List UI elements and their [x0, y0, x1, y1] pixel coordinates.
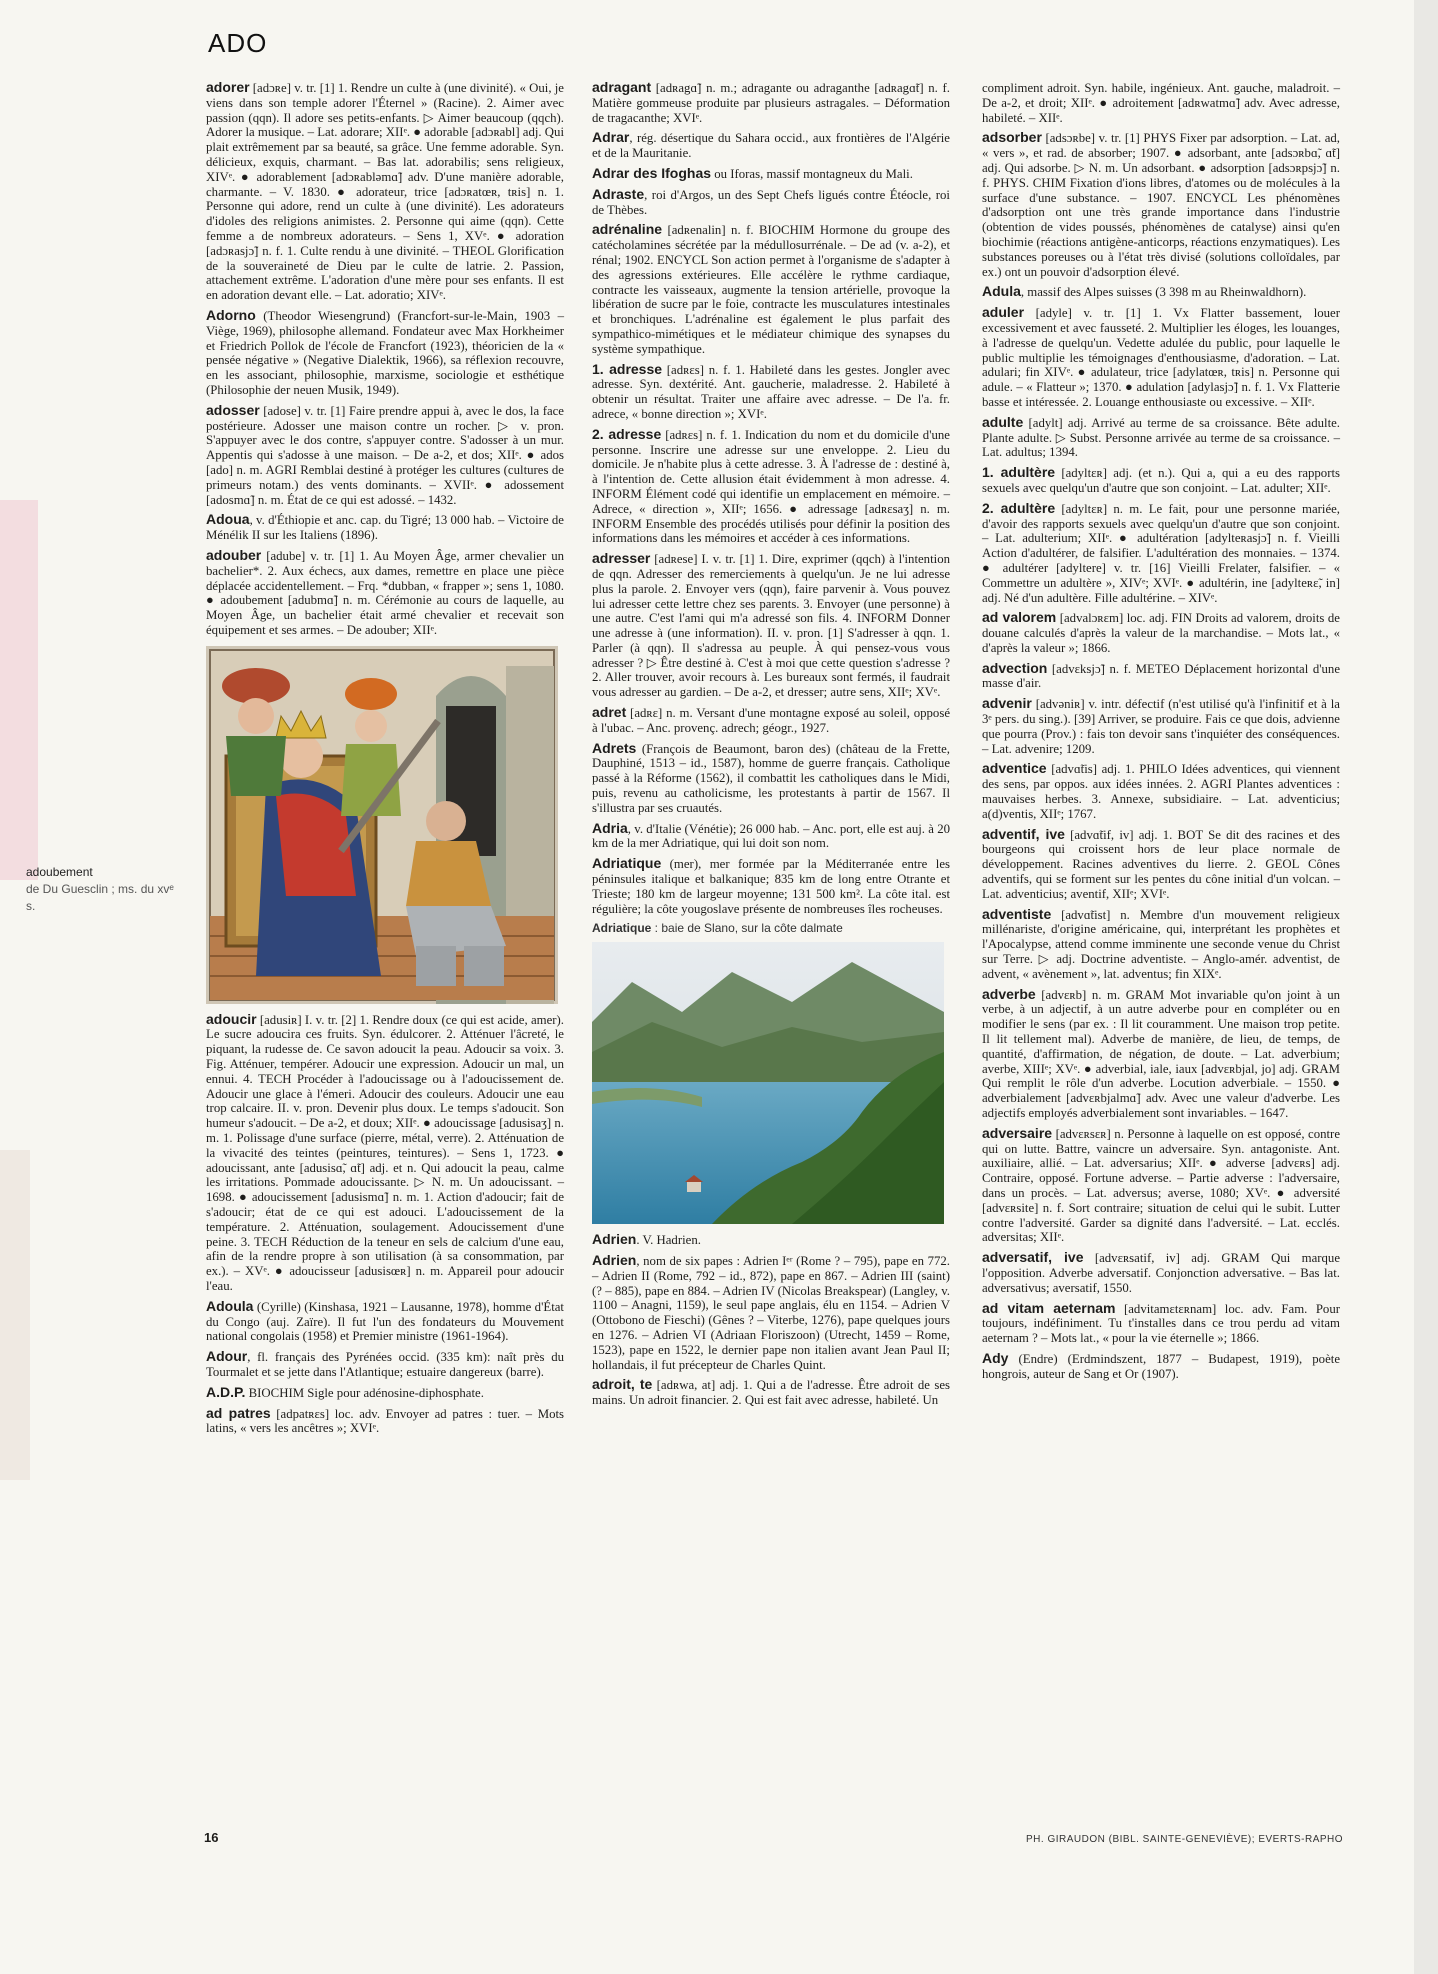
- entry-headword: Adour: [206, 1348, 248, 1365]
- medieval-miniature-image: [206, 646, 558, 1004]
- entry-headword: Adoula: [206, 1297, 254, 1314]
- entry-text: [adpatʀɛs] loc. adv. Envoyer ad patres : tuer. – Mots latins, « vers les ancêtres »; XVIᵉ.: [206, 1406, 565, 1436]
- dictionary-entry: [982, 610, 1340, 655]
- side-caption-text: de Du Guesclin ; ms. du xvᵉ s.: [26, 882, 174, 913]
- entry-headword: A.D.P.: [206, 1383, 246, 1400]
- dictionary-entry: [982, 465, 1340, 496]
- entry-list: [982, 80, 1340, 1382]
- entry-text: [adʀɛs] n. f. 1. Habileté dans les gestes. Jongler avec adresse. Syn. dextérité. Ant. gaucherie, maladresse. 2. Habileté à obtenir un résultat. Traiter une affaire avec adresse. – De l'a. fr. adrece, « bonne direction »; XVIᵉ.: [592, 362, 950, 421]
- entry-headword: Adria: [592, 819, 628, 836]
- side-caption: [26, 864, 176, 915]
- photo-credit: PH. GIRAUDON (BIBL. SAINTE-GENEVIÈVE); EVERTS-RAPHO: [1026, 1834, 1344, 1845]
- entry-text: (François de Beaumont, baron des) (château de la Frette, Dauphiné, 1513 – id., 1587), homme de guerre français. Catholique passé à la Réforme (1562), il combattit les catholiques dans le Midi, puis, revenu au catholicisme, les protestants à partir de 1567. Il s'illustra par ses cruautés.: [592, 741, 950, 815]
- figure-caption-title: Adriatique: [592, 921, 652, 936]
- dictionary-entry: [592, 551, 950, 700]
- entry-headword: adulte: [982, 413, 1024, 430]
- entry-text: [advɑ̃tis] adj. 1. PHILO Idées adventices, qui viennent des sens, par oppos. aux idées innées. 2. AGRI Plantes adventices : mauvaises herbes. 3. Annexe, subsidiaire. – Lat. adventicius; a(d)ventis, XIIᵉ; 1767.: [982, 762, 1340, 821]
- entry-text: , nom de six papes : Adrien Iᵉʳ (Rome ? – 795), pape en 772. – Adrien II (Rome, 792 – id., 872), pape en 867. – Adrien III (saint) (? – 885), pape en 884. – Adrien IV (Nicolas Breakspear) (Langley, v. 1100 – Anagni, 1159), le seul pape anglais, élu en 1154. – Adrien V (Ottobono de Fieschi) (Gênes ? – Viterbe, 1276), pape quelques jours en 1276. – Adrien VI (Adriaan Floriszoon) (Utrecht, 1459 – Rome, 1523), pape en 1522, le dernier pape non italien avant Jean Paul II; hollandais, il fut précepteur de Charles Quint.: [592, 1254, 950, 1372]
- entry-headword: adroit, te: [592, 1376, 653, 1393]
- page-header: ADO: [208, 28, 268, 58]
- entry-text: (mer), mer formée par la Méditerranée entre les péninsules italique et balkanique; 835 km de long entre Otrante et Trieste; 180 km de largeur moyenne; 131 500 km². La côte ital. est régulière; la côte yougoslave présente de nombreuses îles rocheuses.: [592, 857, 950, 916]
- entry-headword: 2. adultère: [982, 499, 1056, 516]
- page-number: 16: [204, 1830, 219, 1845]
- entry-text: , massif des Alpes suisses (3 398 m au Rheinwaldhorn).: [1020, 285, 1307, 300]
- entry-headword: Adrar: [592, 129, 630, 146]
- dictionary-entry: [206, 308, 564, 398]
- dictionary-entry: [982, 1250, 1340, 1295]
- entry-text: [adʀɛs] n. f. 1. Indication du nom et du domicile d'une personne. Inscrire une adresse sur une enveloppe. 2. Lieu du domicile. Je n'habite plus à cette adresse. 3. À l'adresse de : destiné à, à l'intention de. Cette allusion était évidemment à mon adresse. 4. INFORM Élément codé qui identifie un emplacement en mémoire. – Adrece, « direction », XIIᵉ; 1656. ● adressage [adʀɛsaʒ] n. m. INFORM Ensemble des procédés utilisés pour définir la position des informations dans les mémoires et accéder à ces informations.: [592, 427, 950, 546]
- entry-headword: advection: [982, 659, 1048, 676]
- dictionary-entry: [592, 1377, 950, 1408]
- dictionary-entry: [206, 1385, 564, 1401]
- entry-text: [advɑ̃tif, iv] adj. 1. BOT Se dit des racines et des bourgeons qui croissent hors de leur place normale de développement. Racines adventives du lierre. 2. GEOL Cônes adventifs, qui se forment sur les pentes du cône initial d'un volcan. – Lat. adventicius; aventif, XIIᵉ; XVIᵉ.: [982, 827, 1340, 901]
- entry-headword: adventice: [982, 760, 1047, 777]
- dictionary-entry: [592, 187, 950, 218]
- adriatique-photo: [592, 942, 944, 1224]
- entry-text: BIOCHIM Sigle pour adénosine-diphosphate.: [245, 1385, 484, 1400]
- dictionary-entry: [206, 512, 564, 543]
- column-3: [982, 80, 1340, 1387]
- entry-headword: Adrar des Ifoghas: [592, 164, 712, 181]
- entry-headword: ad patres: [206, 1404, 271, 1421]
- dictionary-entry: [982, 761, 1340, 821]
- dictionary-entry: [592, 741, 950, 816]
- entry-text: [adyle] v. tr. [1] 1. Vx Flatter bassement, louer excessivement et avec fausseté. 2. Multiplier les éloges, les louanges, à l'adresse de quelqu'un. Vedette adulée du public, pour laquelle le public multiplie les témoignages d'enthousiasme, d'adoration. – Lat. adulari; fin XIVᵉ. ● adulateur, trice [adylatœʀ, tʀis] n. Personne qui adule. – « Flatteur »; 1370. ● adulation [adylasjɔ̃] n. f. 1. Vx Flatterie basse et intéressée. 2. Louange enthousiaste ou excessive. – XIIᵉ.: [982, 306, 1340, 409]
- entry-text: [advɛʀsɛʀ] n. Personne à laquelle on est opposé, contre qui on lutte. Battre, vaincre un adversaire. Syn. antagoniste. Ant. auxiliaire, allié. – Lat. adversarius; XIIᵉ. ● adverse [advɛʀs] adj. Contraire, opposé. Fortune adverse. – Partie adverse : l'adversaire, dans un procès. – Lat. adversus; averse, 1080; XVᵉ. ● adversité [advɛʀsite] n. f. Sort contraire; situation de celui qui le subit. Lutter contre l'adversité. Garder sa dignité dans l'adversité. – Lat. ecclés. adversitas; XIIᵉ.: [982, 1126, 1340, 1245]
- entry-text: . V. Hadrien.: [636, 1233, 701, 1248]
- entry-text: [adʀese] I. v. tr. [1] 1. Dire, exprimer (qqch) à l'intention de qqn. Adresser des remerciements à quelqu'un. Je ne lui adresse plus la parole. 2. Envoyer vers (qqn), faire parvenir à. Vous pouvez lui adresser cette lettre chez ses parents. 3. Envoyer (une personne) à une autre. C'est l'ami qui m'a adressé son fils. 4. INFORM Donner une adresse à (une information). II. v. pron. [1] S'adresser à qqn. 1. Parler (à qqn). Il s'adressa au peuple. À qui pensez-vous vous adresser ? ▷ Être destiné à. C'est à moi que cette question s'adresse ? 2. Aller trouver, avoir recours à. Les bureaux sont fermés, il faudrait vous adresser au gardien. – De a-2, et dresser; autre sens, XIIᵉ; XVᵉ.: [592, 552, 950, 700]
- entry-headword: Adorno: [206, 306, 256, 323]
- entry-text: (Cyrille) (Kinshasa, 1921 – Lausanne, 1978), homme d'État du Congo (auj. Zaïre). Il fut l'un des fondateurs du Mouvement national congolais (1958) et Premier ministre (1961-1964).: [206, 1299, 564, 1344]
- entry-headword: adouber: [206, 546, 262, 563]
- entry-list: [592, 80, 950, 916]
- entry-headword: adversaire: [982, 1124, 1053, 1141]
- entry-text: [advɛksjɔ̃] n. f. METEO Déplacement horizontal d'une masse d'air.: [982, 661, 1340, 691]
- dictionary-entry: [982, 827, 1340, 902]
- dictionary-entry: [592, 1253, 950, 1372]
- entry-text: [adube] v. tr. [1] 1. Au Moyen Âge, armer chevalier un bachelier*. 2. Aux échecs, aux dames, remettre en place une pièce déplacée accidentellement. – Frq. *dubban, « frapper »; sens 1, 1080. ● adoubement [adubmɑ̃] n. m. Cérémonie au cours de laquelle, au Moyen Âge, un bachelier était armé chevalier et recevait son équipement et ses armes. – De adouber; XIIᵉ.: [206, 548, 564, 637]
- entry-list: [592, 1232, 950, 1408]
- entry-headword: Adoua: [206, 511, 250, 528]
- dictionary-entry: [982, 130, 1340, 279]
- entry-text: [adusiʀ] I. v. tr. [2] 1. Rendre doux (ce qui est acide, amer). Le sucre adoucira ces fruits. Syn. édulcorer. 2. Atténuer l'âcreté, le piquant, la rudesse de. Ce savon adoucit la peau. Adoucir sa voix. 3. Fig. Atténuer, tempérer. Adoucir une expression. Adoucir un mal, un ennui. 4. TECH Procéder à l'adoucissage ou à l'adoucissement de. Adoucir une glace à l'émeri. Adoucir des couleurs. Adoucir une eau trop calcaire. II. v. pron. Devenir plus doux. Le temps s'adoucit. Son humeur s'adoucit. – De a-2, et doux; XIIᵉ. ● adoucissage [adusisaʒ] n. m. 1. Polissage d'une surface (pierre, métal, verre). 2. Atténuation de la vivacité des teintes (peintures, teintures). – Sens 1, 1723. ● adoucissant, ante [adusisɑ̃, ɑ̃t] adj. et n. Qui adoucit la peau, calme les irritations. Pommade adoucissante. ▷ N. m. Un adoucissant. – 1698. ● adoucissement [adusismɑ̃] n. m. 1. Action d'adoucir; fait de s'adoucir; état de ce qui est adouci. L'adoucissement de la température. 2. Atténuation, soulagement. Adoucissement d'une peine. 3. TECH Réduction de la teneur en sels de calcium d'une eau, afin de la rendre propre à son utilisation (à sa consommation, par ex.). – XVᵉ. ● adoucisseur [adusisœʀ] n. m. Appareil pour adoucir l'eau.: [206, 1012, 564, 1294]
- entry-headword: adorer: [206, 79, 250, 95]
- entry-headword: 1. adultère: [982, 464, 1056, 481]
- dictionary-entry: [592, 705, 950, 736]
- entry-headword: adverbe: [982, 985, 1036, 1002]
- dictionary-entry: [206, 403, 564, 508]
- dictionary-entry: [592, 130, 950, 161]
- entry-text: [advitamɛtɛʀnam] loc. adv. Fam. Pour toujours, indéfiniment. Tu t'installes dans ce trou perdu ad vitam aeternam ? – Mots lat., « pour la vie éternelle »; 1866.: [982, 1301, 1340, 1346]
- entry-headword: adversatif, ive: [982, 1249, 1084, 1266]
- dictionary-entry: [982, 661, 1340, 692]
- entry-text: , v. d'Éthiopie et anc. cap. du Tigré; 13 000 hab. – Victoire de Ménélik II sur les Italiens (1896).: [206, 513, 564, 543]
- entry-headword: advenir: [982, 695, 1032, 712]
- entry-text: [advəniʀ] v. intr. défectif (n'est utilisé qu'à l'infinitif et à la 3ᵉ pers. du sing.). [39] Arriver, se produire. Fais ce que dois, advienne que pourra (Prov.) : fais ton devoir sans t'inquiéter des conséquences. – Lat. advenire; 1209.: [982, 697, 1340, 756]
- entry-text: (Theodor Wiesengrund) (Francfort-sur-le-Main, 1903 – Viège, 1969), philosophe allemand. Fondateur avec Max Horkheimer et Friedrich Pollok de l'école de Francfort (1923), théoricien de la « pensée négative » (Negative Dialektik, 1966), sa réflexion recouvre, en les associant, philosophie, marxisme, sociologie et esthétique (Philosophie der neuen Musik, 1949).: [206, 308, 564, 397]
- entry-text: [adose] v. tr. [1] Faire prendre appui à, avec le dos, la face postérieure. Adosser une maison contre un rocher. ▷ v. pron. S'appuyer avec le dos contre, s'appuyer contre. S'adosser à un mur. Appentis qui s'adosse à une maison. – De a-2, et dos; XIIᵉ. ● ados [ado] n. m. AGRI Remblai destiné à protéger les cultures (cultures de primeurs notam.) des vents dominants. – XVIIᵉ. ● adossement [adosmɑ̃] n. m. État de ce qui est adossé. – 1432.: [206, 403, 564, 507]
- column-2: [592, 80, 950, 1413]
- side-caption-title: adoubement: [26, 865, 93, 879]
- dictionary-entry: [982, 1126, 1340, 1245]
- entry-text: [advɛʀsatif, iv] adj. GRAM Qui marque l'opposition. Adverbe adversatif. Conjonction adversative. – Bas lat. adversativus; aversatif, 1550.: [982, 1251, 1341, 1295]
- entry-text: (Endre) (Erdmindszent, 1877 – Budapest, 1919), poète hongrois, auteur de Sang et Or (1907).: [982, 1351, 1340, 1381]
- bleed-through-stain: [0, 500, 38, 880]
- entry-text: [adʀɛ] n. m. Versant d'une montagne exposé au soleil, opposé à l'ubac. – Anc. provenç. adrech; géogr., 1927.: [592, 706, 950, 735]
- dictionary-entry: [592, 856, 950, 916]
- entry-headword: adragant: [592, 79, 652, 95]
- entry-text: , v. d'Italie (Vénétie); 26 000 hab. – Anc. port, elle est auj. à 20 km de la mer Adriatique, qui lui doit son nom.: [592, 821, 950, 851]
- dictionary-entry: [206, 1349, 564, 1380]
- dictionary-entry: [982, 1351, 1340, 1382]
- dictionary-entry: [982, 501, 1340, 606]
- dictionary-entry: [206, 1299, 564, 1344]
- dictionary-entry: [592, 166, 950, 182]
- dictionary-entry: [592, 222, 950, 356]
- column-1: [206, 80, 564, 1441]
- entry-text: ou Iforas, massif montagneux du Mali.: [711, 166, 913, 181]
- entry-headword: adventiste: [982, 905, 1052, 922]
- entry-headword: adret: [592, 704, 627, 721]
- entry-text: [adʀagɑ̃] n. m.; adragante ou adraganthe [adʀagɑ̃t] n. f. Matière gommeuse produite par plusieurs astragales. – Déformation de tragacanthe; XVIᵉ.: [592, 81, 950, 125]
- entry-text: [adyltɛʀ] n. m. Le fait, pour une personne mariée, d'avoir des rapports sexuels avec quelqu'un d'autre que son conjoint. – Lat. adulterium; XIIᵉ. ● adultération [adylteʀasjɔ̃] n. f. Vieilli Action d'adultérer, de falsifier. L'adultération des monnaies. – 1374. ● adultérer [adyltere] v. tr. [16] Vieilli Frelater, falsifier. – « Commettre un adultère », XIVᵉ; XVIᵉ. ● adultérin, ine [adylteʀɛ̃, in] adj. Né d'un adultère. Fille adultérine. – XIVᵉ.: [982, 501, 1340, 605]
- entry-text: [adsɔʀbe] v. tr. [1] PHYS Fixer par adsorption. – Lat. ad, « vers », et rad. de absorber; 1907. ● adsorbant, ante [adsɔʀbɑ̃, ɑ̃t] adj. Qui adsorbe. ▷ N. m. Un adsorbant. ● adsorption [adsɔʀpsjɔ̃] n. f. PHYS. CHIM Fixation d'ions libres, d'atomes ou de molécules à la surface d'une substance. – 1907. ENCYCL Les phénomènes d'adsorption ont une très grande importance dans l'industrie (obtention de vides poussés, phénomènes de catalyse) ainsi qu'en biochimie (réactions antigène-anticorps, réactions enzymatiques). Les substances poreuses ou à l'état très divisé (solutions colloïdales, par ex.) ont un pouvoir d'adsorption élevé.: [982, 131, 1340, 279]
- dictionary-entry: [592, 362, 950, 422]
- dictionary-entry: [982, 1301, 1340, 1346]
- entry-headword: Ady: [982, 1349, 1009, 1366]
- dictionary-entry: [206, 1012, 564, 1294]
- entry-headword: adosser: [206, 401, 260, 418]
- entry-headword: Adraste: [592, 185, 645, 202]
- entry-headword: Adrien: [592, 1231, 637, 1248]
- entry-text: [adʀwa, at] adj. 1. Qui a de l'adresse. Être adroit de ses mains. Un adroit financier. 2. Qui est fait avec adresse, habileté. Un: [592, 1378, 950, 1408]
- dictionary-entry: [982, 907, 1340, 982]
- figure-caption: [592, 921, 950, 936]
- bleed-through-stain: [0, 1150, 30, 1480]
- dictionary-entry: [982, 305, 1340, 410]
- entry-text: , roi d'Argos, un des Sept Chefs ligués contre Étéocle, roi de Thèbes.: [592, 187, 950, 217]
- entry-text: [advɑ̃tist] n. Membre d'un mouvement religieux millénariste, d'origine américaine, qui, interprétant les prophètes et l'Apocalypse, attend comme imminente une seconde venue du Christ sur Terre. ▷ adj. Doctrine adventiste. – Anglo-amér. adventist, de advent, « avènement », lat. adventus; fin XIXᵉ.: [982, 907, 1340, 981]
- entry-headword: aduler: [982, 304, 1025, 321]
- dictionary-entry: [982, 415, 1340, 460]
- adoubement-illustration: [206, 646, 558, 1004]
- entry-text: [adʀenalin] n. f. BIOCHIM Hormone du groupe des catécholamines sécrétée par la médullosurrénale. – De ad (v. a-2), et rénal; 1902. ENCYCL Son action permet à l'organisme de s'adapter à des agressions extérieures. Elle accélère le rythme cardiaque, contracte les vaisseaux, augmente la tension artérielle, provoque la libération de sucre par le foie, contracte les musculatures intestinales et bronchiques. L'adrénaline est également le plus parfait des sympathico-mimétiques et le médiateur chimique des synapses du système sympathique.: [592, 223, 950, 356]
- dictionary-entry: [592, 427, 950, 546]
- entry-headword: adsorber: [982, 129, 1042, 146]
- dictionary-entry: [592, 821, 950, 852]
- dictionary-entry: [592, 1232, 950, 1248]
- entry-headword: Adrets: [592, 739, 637, 756]
- entry-headword: Adrien: [592, 1252, 637, 1269]
- dictionary-entry: [206, 80, 564, 303]
- entry-list: [206, 1012, 564, 1437]
- dictionary-entry: [592, 80, 950, 125]
- dictionary-entry: [982, 696, 1340, 756]
- entry-text: [adyltɛʀ] adj. (et n.). Qui a, qui a eu des rapports sexuels avec quelqu'un d'autre que son conjoint. – Lat. adulter; XIIᵉ.: [982, 466, 1341, 495]
- entry-text: , fl. français des Pyrénées occid. (335 km): naît près du Tourmalet et se jette dans l'Atlantique; estuaire dangereux (barre).: [206, 1350, 564, 1380]
- entry-headword: 2. adresse: [592, 425, 662, 442]
- dictionary-entry: [206, 1406, 564, 1437]
- entry-headword: adventif, ive: [982, 825, 1065, 842]
- bay-landscape-image: [592, 942, 944, 1224]
- entry-headword: Adriatique: [592, 855, 662, 872]
- entry-text: [advɛʀb] n. m. GRAM Mot invariable qu'on joint à un verbe, à un adjectif, à un autre adverbe pour en compléter ou en modifier le sens (par ex. : Il lit couramment. Une maison trop petite. Il lit tellement mal). Adverbe de manière, de lieu, de temps, de quantité, d'affirmation, de négation, de doute. – Lat. adverbium; averbe, XIIIᵉ; XVᵉ. ● adverbial, iale, iaux [advɛʀbjal, jo] adj. GRAM Qui remplit le rôle d'un adverbe. Locution adverbiale. – 1550. ● adverbialement [advɛʀbjalmɑ̃] adv. Avec une valeur d'adverbe. Les adjectifs employés adverbialement sont invariables. – 1647.: [982, 987, 1340, 1120]
- entry-headword: ad vitam aeternam: [982, 1299, 1116, 1316]
- entry-headword: 1. adresse: [592, 360, 663, 377]
- entry-headword: Adula: [982, 283, 1021, 300]
- entry-headword: adrénaline: [592, 221, 663, 238]
- entry-headword: ad valorem: [982, 609, 1057, 626]
- entry-list: [206, 80, 564, 638]
- figure-caption-text: : baie de Slano, sur la côte dalmate: [651, 921, 843, 936]
- dictionary-entry: [982, 80, 1340, 125]
- entry-text: [advalɔʀɛm] loc. adj. FIN Droits ad valorem, droits de douane calculés d'après la valeur de la marchandise. – Mots lat., « d'après la valeur »; 1866.: [982, 611, 1340, 655]
- dictionary-entry: [982, 284, 1340, 300]
- entry-text: [adylt] adj. Arrivé au terme de sa croissance. Bête adulte. Plante adulte. ▷ Subst. Personne arrivée au terme de sa croissance. – Lat. adultus; 1394.: [982, 415, 1340, 460]
- entry-text: compliment adroit. Syn. habile, ingénieux. Ant. gauche, maladroit. – De a-2, et droit; XIIᵉ. ● adroitement [adʀwatmɑ̃] adv. Avec adresse, habileté. – XIIᵉ.: [982, 81, 1340, 125]
- dictionary-entry: [206, 548, 564, 638]
- entry-headword: adresser: [592, 550, 651, 567]
- dictionary-entry: [982, 987, 1340, 1121]
- entry-text: [adɔʀe] v. tr. [1] 1. Rendre un culte à (une divinité). « Oui, je viens dans son temple adorer l'Éternel » (Racine). 2. Aimer avec passion (qqn). Il adore ses petits-enfants. ▷ Aimer beaucoup (qqch). Adorer la musique. – Lat. adorare; XIIᵉ. ● adorable [adɔʀabl] adj. Qui plait extrêmement par sa beauté, sa grâce. Une femme adorable. Syn. délicieux, exquis, charmant. – Bas lat. adorabilis; sens religieux, XIVᵉ. ● adorablement [adɔʀabləmɑ̃] adv. D'une manière adorable, charmante. – V. 1830. ● adorateur, trice [adɔʀatœʀ, tʀis] n. 1. Personne qui adore, rend un culte à (une divinité). Les adorateurs d'idoles des religions animistes. 2. Personne qui aime (qqn). Cette femme a de nombreux adorateurs. – Sens 1, XVᵉ. ● adoration [adɔʀasjɔ̃] n. f. 1. Culte rendu à une divinité. – THEOL Glorification de la souveraineté de Dieu par le culte de latrie. 2. Passion, attachement extrême. L'adoration d'une mère pour ses enfants. Il est en adoration devant elle. – Lat. adoratio; XIVᵉ.: [206, 81, 565, 303]
- entry-headword: adoucir: [206, 1010, 257, 1027]
- entry-text: , rég. désertique du Sahara occid., aux frontières de l'Algérie et de la Mauritanie.: [592, 131, 950, 161]
